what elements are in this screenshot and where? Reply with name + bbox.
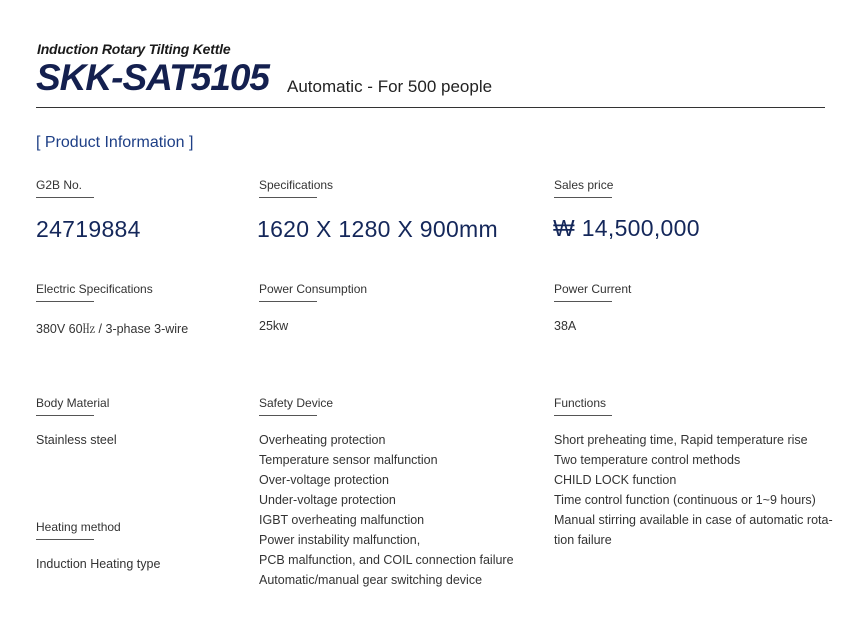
list-item: CHILD LOCK function [554, 473, 677, 487]
body-material-label: Body Material [36, 396, 109, 416]
heating-method-value: Induction Heating type [36, 557, 161, 571]
specifications-label: Specifications [259, 178, 333, 198]
header-divider [36, 107, 825, 108]
power-current-label: Power Current [554, 282, 631, 302]
model-number: SKK-SAT5105 [36, 57, 270, 98]
sales-price-label: Sales price [554, 178, 613, 198]
list-item: tion failure [554, 533, 612, 547]
section-title: [ Product Information ] [36, 134, 194, 151]
list-item: Under-voltage protection [259, 493, 396, 507]
body-material-value: Stainless steel [36, 433, 117, 447]
electric-spec-value: 380V 60㎐ / 3-phase 3-wire [36, 322, 189, 336]
electric-spec-label: Electric Specifications [36, 282, 153, 302]
heating-method-label: Heating method [36, 520, 121, 540]
functions-label: Functions [554, 396, 606, 416]
list-item: Automatic/manual gear switching device [259, 573, 483, 587]
functions-list [554, 430, 833, 550]
list-item: Power instability malfunction, [259, 533, 421, 547]
g2b-value: 24719884 [36, 216, 141, 242]
list-item: IGBT overheating malfunction [259, 513, 425, 527]
product-mode: Automatic - For 500 people [287, 77, 493, 96]
g2b-label: G2B No. [36, 178, 82, 198]
list-item: Temperature sensor malfunction [259, 453, 438, 467]
power-current-value: 38A [554, 319, 577, 333]
list-item: Two temperature control methods [554, 453, 741, 467]
list-item: Time control function (continuous or 1~9 hours) [554, 493, 816, 507]
safety-device-label: Safety Device [259, 396, 333, 416]
list-item: Overheating protection [259, 433, 386, 447]
product-subtitle: Induction Rotary Tilting Kettle [37, 41, 231, 57]
specifications-value: 1620 X 1280 X 900mm [257, 216, 498, 242]
list-item: PCB malfunction, and COIL connection failure [259, 553, 514, 567]
list-item: Manual stirring available in case of automatic rota- [554, 513, 833, 527]
list-item: Short preheating time, Rapid temperature rise [554, 433, 808, 447]
sales-price-value: ₩ 14,500,000 [553, 215, 700, 241]
safety-device-list [259, 430, 514, 590]
power-consumption-label: Power Consumption [259, 282, 367, 302]
power-consumption-value: 25kw [259, 319, 289, 333]
list-item: Over-voltage protection [259, 473, 389, 487]
